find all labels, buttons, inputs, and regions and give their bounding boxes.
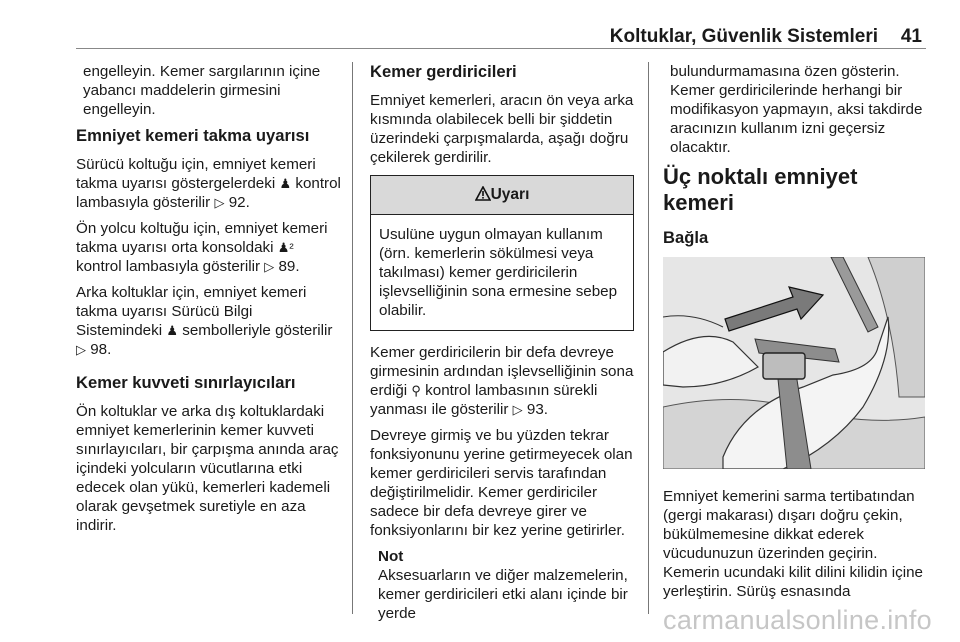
heading-three-point-belt: Üç noktalı emniyet kemeri xyxy=(663,164,858,215)
note-block xyxy=(370,547,634,623)
seatbelt-fastening-image xyxy=(663,257,925,469)
page-reference-arrow-icon: ▷ xyxy=(76,342,86,357)
paragraph: Sürücü koltuğu için, emniyet kemeri takma uyarısı göstergelerdeki ♟ kontrol lambasıyla gösterilir ▷ 92. xyxy=(76,156,341,211)
paragraph: Arka koltuklar için, emniyet kemeri takma uyarısı Sürücü Bilgi Sistemindeki ♟ sembolleriyle gösterilir ▷ 98. xyxy=(76,284,333,358)
column-3 xyxy=(663,62,927,608)
seatbelt-reminder-icon: ♟ xyxy=(279,176,292,191)
paragraph: Emniyet kemerini sarma tertibatından (gergi makarası) dışarı doğru çekin, bükülmemesine dikkat ederek vücudunuzun üzerinden geçirin. Kemerin ucundaki kilit dilini kilidin içine yerleştirin. Sürüş esnasında xyxy=(663,488,923,600)
heading-force-limiters: Kemer kuvveti sınırlayıcıları xyxy=(76,373,296,392)
note-text: Aksesuarların ve diğer malzemelerin, kemer gerdiricileri etki alanı içinde bir yerde xyxy=(378,567,628,622)
page-number: 41 xyxy=(900,26,922,47)
column-2 xyxy=(370,62,634,623)
paragraph: bulundurmamasına özen gösterin. Kemer gerdiricilerinde herhangi bir modifikasyon yapmayın, aksi takdirde aracınızın kullanım izni geçersiz olacaktır. xyxy=(670,63,923,156)
seatbelt-illustration xyxy=(663,257,925,469)
passenger-seatbelt-icon: ♟² xyxy=(277,240,294,255)
seatbelt-reminder-icon: ♟ xyxy=(166,323,178,338)
paragraph: Ön koltuklar ve arka dış koltuklardaki emniyet kemerlerinin kemer kuvveti sınırlayıcıları, bir çarpışma anında araç içindeki yolcuların vücutlarına etki edecek olan yükü, kemerleri kademeli olarak gevşetmek suretiyle en aza indirir. xyxy=(76,403,339,534)
paragraph: Ön yolcu koltuğu için, emniyet kemeri takma uyarısı orta konsoldaki ♟² kontrol lambasıyla gösterilir ▷ 89. xyxy=(76,220,328,275)
column-1 xyxy=(76,62,342,542)
paragraph: Kemer gerdiricilerin bir defa devreye girmesinin ardından işlevselliğinin sona erdiği ⚲ kontrol lambasının sürekli yanması ile gösterilir ▷ 93. xyxy=(370,344,634,418)
column-divider xyxy=(648,62,649,614)
heading-fasten: Bağla xyxy=(663,228,709,247)
heading-seatbelt-reminder: Emniyet kemeri takma uyarısı xyxy=(76,126,310,145)
page-reference-arrow-icon: ▷ xyxy=(512,402,523,417)
header-divider xyxy=(76,48,926,49)
page-header xyxy=(76,26,922,48)
page-title: Koltuklar, Güvenlik Sistemleri xyxy=(609,26,878,47)
warning-triangle-icon xyxy=(475,186,491,201)
page-reference-arrow-icon: ▷ xyxy=(264,259,275,274)
warning-header xyxy=(371,176,633,215)
warning-box xyxy=(370,175,634,331)
paragraph: Emniyet kemerleri, aracın ön veya arka kısmında olabilecek belli bir şiddetin üzerindeki çarpışmalarda, aşağı doğru çekilerek gerdirilir. xyxy=(370,92,634,166)
page-reference-arrow-icon: ▷ xyxy=(214,195,225,210)
paragraph: Devreye girmiş ve bu yüzden tekrar fonksiyonunu yerine getirmeyecek olan kemer gerdiricileri servis tarafından değiştirilmelidir. Kemer gerdiriciler sadece bir defa devreye girer ve fonksiyonlarını bir kez yerine getirirler. xyxy=(370,427,633,539)
warning-text: Usulüne uygun olmayan kullanım (örn. kemerlerin sökülmesi veya takılması) kemer gerdiricilerin işlevselliğinin sona ermesine sebep olabilir. xyxy=(379,226,618,319)
heading-tensioners: Kemer gerdiricileri xyxy=(370,62,517,81)
airbag-pretensioner-icon: ⚲ xyxy=(411,383,421,398)
warning-title: Uyarı xyxy=(490,186,530,203)
watermark: carmanualsonline.info xyxy=(663,605,932,635)
note-title: Not xyxy=(378,548,404,565)
paragraph: engelleyin. Kemer sargılarının içine yabancı maddelerin girmesini engelleyin. xyxy=(83,63,321,118)
column-divider xyxy=(352,62,353,614)
